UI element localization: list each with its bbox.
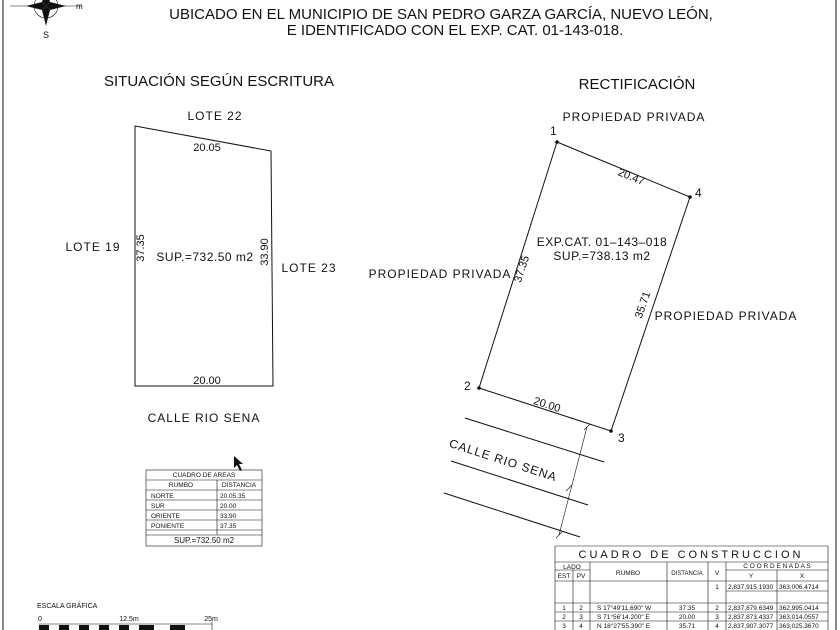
header-line-1: UBICADO EN EL MUNICIPIO DE SAN PEDRO GARZA GARCÍA, NUEVO LEÓN, <box>169 6 713 23</box>
scale-bar <box>39 622 212 630</box>
ct-head-v: V <box>714 570 720 577</box>
table-row <box>562 622 819 630</box>
areas-row-rumbo: ORIENTE <box>151 513 180 520</box>
right-plan-title: RECTIFICACIÓN <box>578 76 696 93</box>
right-dim-1-4: 20.47 <box>616 166 647 188</box>
areas-col-rumbo: RUMBO <box>168 482 194 489</box>
lote-23-label: LOTE 23 <box>281 261 337 275</box>
ct-rumbo: S 17°49'11.690" W <box>597 605 652 612</box>
lote-22-label: LOTE 22 <box>187 109 243 123</box>
ct-x: 362,995.0414 <box>779 605 819 612</box>
ct-pv: 4 <box>579 623 583 630</box>
ct-rumbo: S 71°56'14.200" E <box>597 614 650 621</box>
right-area-label: SUP.=738.13 m2 <box>553 249 651 263</box>
neighbor-west-label: PROPIEDAD PRIVADA <box>368 267 512 281</box>
lot-outline-rectified <box>479 142 690 431</box>
street-lines <box>444 418 604 538</box>
scale-tick-12-5: 12.5m <box>119 616 139 623</box>
ct-first-x: 363,006.4714 <box>779 584 819 591</box>
neighbor-north-label: PROPIEDAD PRIVADA <box>562 110 706 124</box>
areas-row-rumbo: SUR <box>151 503 165 510</box>
ct-v: 3 <box>715 614 719 621</box>
table-row <box>562 604 819 612</box>
mouse-cursor-icon <box>234 456 243 471</box>
neighbor-east-label: PROPIEDAD PRIVADA <box>654 309 798 323</box>
left-area-label: SUP.=732.50 m2 <box>156 250 254 264</box>
construction-table-title: CUADRO DE CONSTRUCCION <box>578 549 804 561</box>
ct-head-rumbo: RUMBO <box>615 570 641 577</box>
compass-south-label: S <box>43 30 50 40</box>
compass-rose-icon <box>10 0 82 26</box>
ct-est: 3 <box>562 623 566 630</box>
ct-head-x: X <box>799 573 805 580</box>
right-dim-4-3: 35.71 <box>633 290 654 320</box>
ct-head-distancia: DISTANCIA <box>671 571 703 577</box>
ct-dist: 35.71 <box>678 623 696 630</box>
scale-tick-25: 25m <box>204 616 218 623</box>
scale-tick-0: 0 <box>38 616 42 623</box>
areas-table-title: CUADRO DE AREAS <box>172 472 236 479</box>
ct-head-pv: PV <box>576 573 586 580</box>
scale-title: ESCALA GRÁFICA <box>37 603 98 610</box>
ct-est: 2 <box>562 614 566 621</box>
right-dim-2-3: 20.00 <box>531 395 562 416</box>
ct-first-y: 2,837,915.1930 <box>728 584 774 591</box>
left-dim-east: 33.90 <box>259 238 271 266</box>
ct-head-lado: LADO <box>563 564 581 571</box>
table-row <box>562 613 819 621</box>
ct-v: 4 <box>715 623 719 630</box>
left-dim-south: 20.00 <box>193 375 221 387</box>
ct-pv: 2 <box>579 605 583 612</box>
areas-row-rumbo: PONIENTE <box>151 523 185 530</box>
areas-row-distancia: 33.90 <box>220 513 237 520</box>
areas-row-distancia: 20.05.35 <box>220 493 246 500</box>
ct-y: 2,837,907.3077 <box>728 623 774 630</box>
ct-head-coordenadas: C O O R D E N A D A S <box>743 563 811 570</box>
ct-pv: 3 <box>579 614 583 621</box>
vertex-2-label: 2 <box>464 379 471 393</box>
right-street-label: CALLE RIO SENA <box>447 436 559 485</box>
ct-y: 2,837,879.6349 <box>728 605 774 612</box>
header-line-2: E IDENTIFICADO CON EL EXP. CAT. 01-143-018. <box>286 22 624 39</box>
ct-first-v: 1 <box>715 584 719 591</box>
areas-row-rumbo: NORTE <box>151 493 174 500</box>
areas-row-distancia: 20.00 <box>220 503 237 510</box>
areas-row-distancia: 37.35 <box>220 523 237 530</box>
ct-head-y: Y <box>748 573 754 580</box>
ct-dist: 37.35 <box>678 605 696 612</box>
ct-est: 1 <box>562 605 566 612</box>
compass-east-label: m <box>76 2 83 11</box>
areas-col-distancia: DISTANCIA <box>221 482 257 489</box>
exp-cat-label: EXP.CAT. 01–143–018 <box>536 235 668 249</box>
vertex-3-label: 3 <box>618 431 625 445</box>
areas-total: SUP.=732.50 m2 <box>173 536 235 545</box>
left-plan-title: SITUACIÓN SEGÚN ESCRITURA <box>103 73 335 90</box>
left-street-label: CALLE RIO SENA <box>147 411 261 425</box>
ct-dist: 20.00 <box>678 614 696 621</box>
right-dim-1-2: 37.35 <box>512 254 533 285</box>
ct-x: 363,025.3670 <box>779 623 819 630</box>
left-dim-west: 37.35 <box>135 234 147 262</box>
lote-19-label: LOTE 19 <box>65 240 121 254</box>
ct-rumbo: N 18°27'55.390" E <box>597 623 651 630</box>
ct-head-est: EST <box>557 573 571 580</box>
ct-v: 2 <box>715 605 719 612</box>
ct-x: 363,014.0557 <box>779 614 819 621</box>
vertex-4-label: 4 <box>695 186 702 200</box>
left-dim-north: 20.05 <box>193 142 221 154</box>
vertex-1-label: 1 <box>550 124 557 138</box>
ct-y: 2,837,873.4337 <box>728 614 774 621</box>
